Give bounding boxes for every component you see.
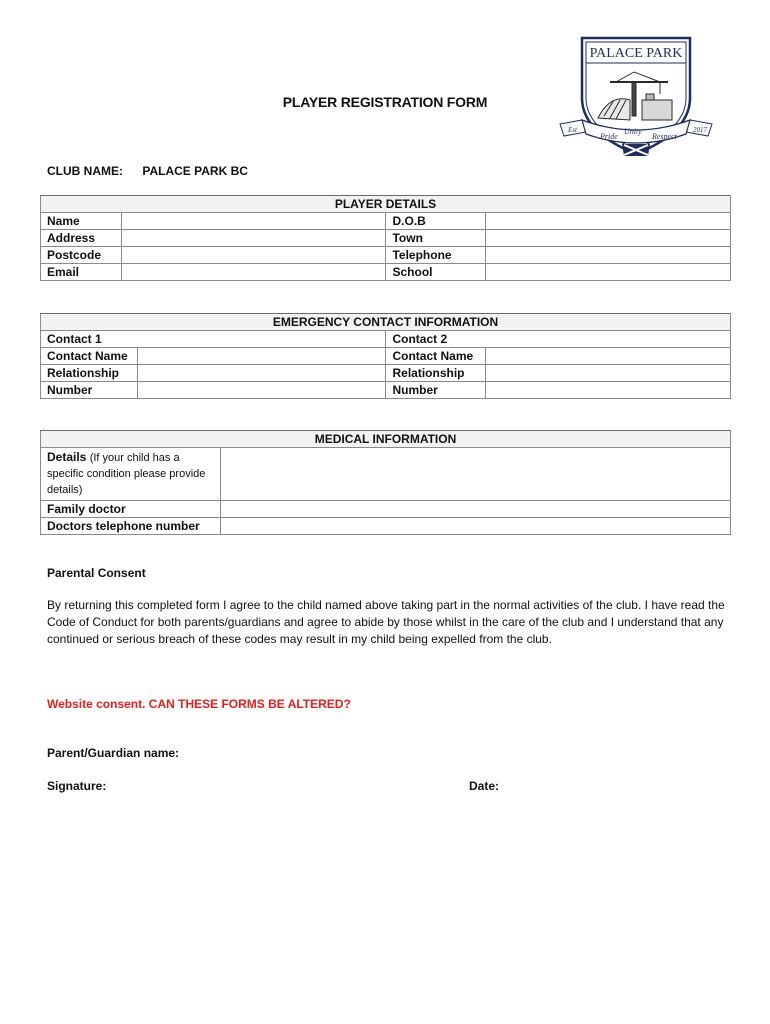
postcode-field[interactable] xyxy=(121,247,386,264)
contact1-name-field[interactable] xyxy=(137,348,386,365)
contact2-name-field[interactable] xyxy=(486,348,731,365)
form-title: PLAYER REGISTRATION FORM xyxy=(282,94,488,110)
town-label: Town xyxy=(386,230,486,247)
dob-label: D.O.B xyxy=(386,213,486,230)
contact2-name-label: Contact Name xyxy=(386,348,486,365)
parental-consent-heading: Parental Consent xyxy=(47,566,146,580)
contact1-relationship-label: Relationship xyxy=(41,365,138,382)
club-name-row xyxy=(47,164,248,178)
details-note: (If your child has a specific condition please provide details) xyxy=(47,452,206,496)
guardian-name-label: Parent/Guardian name: xyxy=(47,746,180,760)
crest-est-left: Est xyxy=(568,126,577,134)
parental-consent-text: By returning this completed form I agree to the child named above taking part in the normal activities of the club. I have read the Code of Conduct for both parents/guardians and agree to abide by those whilst in the care of the club and I understand that any continued or serious breach of these codes may result in my child being expelled from the club. xyxy=(47,598,725,646)
medical-information-table xyxy=(40,430,731,535)
name-label: Name xyxy=(41,213,122,230)
contact1-name-label: Contact Name xyxy=(41,348,138,365)
crest-est-right: 2017 xyxy=(693,126,707,134)
contact1-number-field[interactable] xyxy=(137,382,386,399)
medical-details-field[interactable] xyxy=(220,448,730,501)
crest-motto-1: Pride xyxy=(600,132,618,141)
club-name-label: CLUB NAME: xyxy=(47,164,123,178)
date-label: Date: xyxy=(469,779,500,793)
contact2-number-label: Number xyxy=(386,382,486,399)
contact2-number-field[interactable] xyxy=(486,382,731,399)
crest-name: PALACE PARK xyxy=(589,46,683,61)
emergency-contact-table xyxy=(40,313,731,399)
signature-label: Signature: xyxy=(47,779,107,793)
crest-motto-2: Unity xyxy=(624,127,642,136)
address-label: Address xyxy=(41,230,122,247)
telephone-field[interactable] xyxy=(486,247,731,264)
club-name-value: PALACE PARK BC xyxy=(142,164,248,178)
player-details-heading: PLAYER DETAILS xyxy=(41,196,731,213)
doctor-phone-field[interactable] xyxy=(220,518,730,535)
emergency-heading: EMERGENCY CONTACT INFORMATION xyxy=(41,314,731,331)
details-label-text: Details xyxy=(47,450,87,464)
website-consent-note: Website consent. CAN THESE FORMS BE ALTERED? xyxy=(47,697,351,711)
contact1-relationship-field[interactable] xyxy=(137,365,386,382)
family-doctor-field[interactable] xyxy=(220,501,730,518)
contact2-relationship-label: Relationship xyxy=(386,365,486,382)
contact2-relationship-field[interactable] xyxy=(486,365,731,382)
name-field[interactable] xyxy=(121,213,386,230)
dob-field[interactable] xyxy=(486,213,731,230)
telephone-label: Telephone xyxy=(386,247,486,264)
school-label: School xyxy=(386,264,486,281)
contact-2-label: Contact 2 xyxy=(386,331,731,348)
contact1-number-label: Number xyxy=(41,382,138,399)
crest-motto-3: Respect xyxy=(652,132,677,141)
doctor-phone-label: Doctors telephone number xyxy=(41,518,221,535)
family-doctor-label: Family doctor xyxy=(41,501,221,518)
email-label: Email xyxy=(41,264,122,281)
town-field[interactable] xyxy=(486,230,731,247)
address-field[interactable] xyxy=(121,230,386,247)
player-details-table xyxy=(40,195,731,281)
school-field[interactable] xyxy=(486,264,731,281)
contact-1-label: Contact 1 xyxy=(41,331,386,348)
medical-details-label xyxy=(41,448,221,501)
postcode-label: Postcode xyxy=(41,247,122,264)
email-field[interactable] xyxy=(121,264,386,281)
medical-heading: MEDICAL INFORMATION xyxy=(41,431,731,448)
